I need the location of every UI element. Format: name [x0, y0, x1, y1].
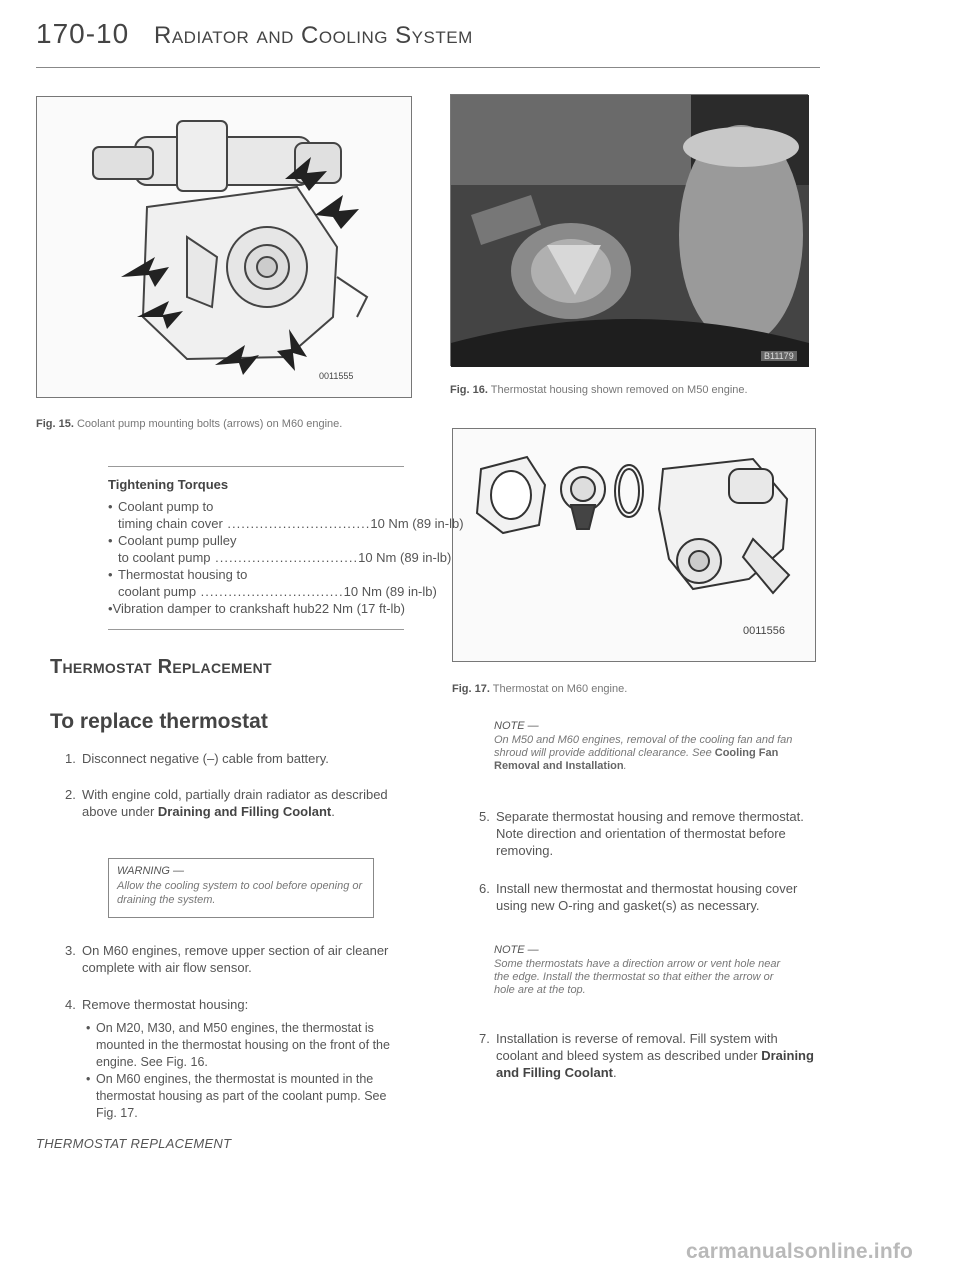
torque-item: • Thermostat housing to coolant pump ............................... 10 Nm (89 in-lb): [108, 567, 437, 599]
section-heading: Thermostat Replacement: [50, 656, 272, 678]
figure-16: [450, 94, 808, 366]
figure-17: [452, 428, 816, 662]
figure-15-caption-text: Coolant pump mounting bolts (arrows) on M60 engine.: [76, 418, 343, 430]
step-7: [479, 1030, 818, 1081]
note-text: On M50 and M60 engines, removal of the cooling fan and fan shroud will provide additional clearance. See: [494, 734, 793, 759]
figure-15-caption: [36, 418, 416, 430]
leader-dots: ...............................: [196, 584, 344, 599]
leader-dots: ...............................: [222, 516, 371, 531]
step-number: 7.: [479, 1031, 490, 1046]
step-1: [65, 750, 392, 767]
step-4-bullets: [86, 1020, 400, 1122]
torque-item-line: Coolant pump pulley: [118, 533, 237, 548]
figure-17-caption: [452, 683, 832, 695]
step-number: 3.: [65, 943, 76, 958]
torque-item-label: Vibration damper to crankshaft hub: [112, 601, 315, 616]
note-text-tail: .: [623, 760, 627, 772]
step-number: 4.: [65, 997, 76, 1012]
note-title: NOTE —: [494, 720, 539, 732]
warning-body: Allow the cooling system to cool before opening or draining the system.: [117, 880, 363, 906]
torque-item-line: Thermostat housing to: [118, 567, 248, 582]
torque-item-value: 22 Nm (17 ft-lb): [314, 601, 405, 616]
figure-16-caption-text: Thermostat housing shown removed on M50 engine.: [490, 384, 748, 396]
page-title: Radiator and Cooling System: [154, 22, 473, 49]
figure-16-photo: [451, 95, 809, 367]
torque-item-value: 10 Nm (89 in-lb): [358, 550, 452, 565]
step-number: 1.: [65, 751, 76, 766]
torque-item-value: 10 Nm (89 in-lb): [343, 584, 437, 599]
step-text: Remove thermostat housing:: [82, 997, 249, 1012]
tightening-torques-box: [108, 466, 464, 630]
step-2: [65, 786, 392, 820]
step-number: 2.: [65, 787, 76, 802]
step-6: [479, 880, 818, 914]
watermark: carmanualsonline.info: [686, 1240, 914, 1263]
page-number: 170-10: [36, 18, 130, 49]
step-number: 6.: [479, 881, 490, 896]
subsection-heading: To replace thermostat: [50, 710, 268, 733]
step-text: Separate thermostat housing and remove thermostat. Note direction and orientation of thermostat before removing.: [496, 809, 804, 858]
note-title: NOTE —: [494, 944, 539, 956]
figure-16-id: B11179: [761, 351, 797, 361]
figure-17-label: Fig. 17.: [452, 683, 490, 695]
step-text-tail: .: [613, 1065, 617, 1080]
torque-item: • Vibration damper to crankshaft hub 22 Nm (17 ft-lb): [108, 601, 405, 616]
figure-15-label: Fig. 15.: [36, 418, 74, 430]
list-item: • On M20, M30, and M50 engines, the thermostat is mounted in the thermostat housing on the front of the engine. See Fig. 16.: [86, 1020, 400, 1071]
step-number: 5.: [479, 809, 490, 824]
step-4: [65, 996, 400, 1013]
step-3: [65, 942, 400, 976]
torque-item-line: Coolant pump to: [118, 499, 214, 514]
torque-item-label: to coolant pump: [118, 550, 211, 565]
step-text-tail: .: [331, 804, 335, 819]
list-item: • On M60 engines, the thermostat is mounted in the thermostat housing as part of the coolant pump. See Fig. 17.: [86, 1071, 400, 1122]
figure-15-illustration: [37, 97, 413, 399]
figure-15-id: 0011555: [319, 371, 354, 381]
figure-17-caption-text: Thermostat on M60 engine.: [492, 683, 628, 695]
cross-reference: Draining and Filling Coolant: [157, 804, 332, 819]
torque-item-value: 10 Nm (89 in-lb): [370, 516, 464, 531]
cross-reference: Draining and Filling Coolant: [496, 1048, 814, 1080]
page-header: [36, 12, 820, 68]
step-text: On M60 engines, remove upper section of air cleaner complete with air flow sensor.: [82, 943, 389, 975]
step-text: Installation is reverse of removal. Fill system with coolant and bleed system as described under: [496, 1031, 778, 1063]
torque-item: • Coolant pump pulley to coolant pump ............................... 10 Nm (89 in-lb): [108, 533, 452, 565]
torques-heading: Tightening Torques: [108, 477, 229, 492]
torque-item-label: timing chain cover: [118, 516, 223, 531]
step-text: Install new thermostat and thermostat housing cover using new O-ring and gasket(s) as necessary.: [496, 881, 798, 913]
step-5: [479, 808, 818, 859]
warning-title: WARNING —: [117, 865, 185, 877]
figure-17-id: 0011556: [743, 625, 786, 637]
torque-item-label: coolant pump: [118, 584, 197, 599]
footer-section-label: THERMOSTAT REPLACEMENT: [36, 1136, 232, 1151]
note-body: Some thermostats have a direction arrow or vent hole near the edge. Install the thermostat so that either the arrow or hole are at the top.: [494, 958, 781, 996]
warning-box: [108, 858, 374, 918]
torque-item: • Coolant pump to timing chain cover ............................... 10 Nm (89 in-lb): [108, 499, 464, 531]
note-body: [494, 734, 794, 773]
figure-16-label: Fig. 16.: [450, 384, 488, 396]
note-2: [494, 944, 794, 997]
leader-dots: ...............................: [210, 550, 359, 565]
step-text: Disconnect negative (–) cable from battery.: [82, 751, 329, 766]
figure-16-caption: [450, 384, 830, 396]
note-1: [494, 720, 794, 773]
figure-15: [36, 96, 412, 398]
cross-reference: Cooling Fan Removal and Installation: [494, 747, 779, 772]
step-text: With engine cold, partially drain radiator as described above under: [82, 787, 388, 819]
